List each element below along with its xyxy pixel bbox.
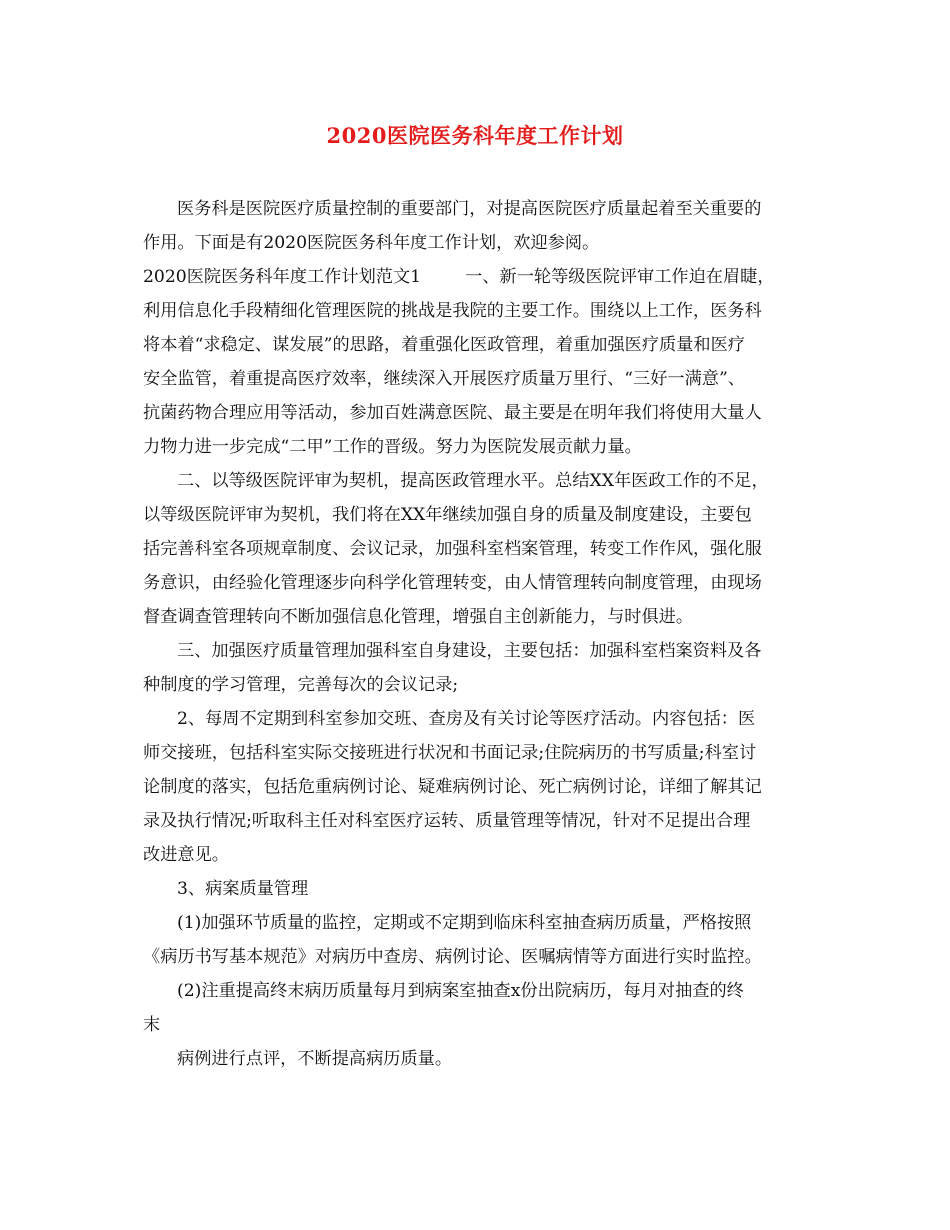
paragraph-line [143,362,815,396]
paragraph-line [143,804,815,838]
line-text: 末 [143,1015,161,1035]
paragraph-line [143,634,815,668]
line-text: 力物力进一步完成“二甲”工作的晋级。努力为医院发展贡献力量。 [143,437,642,457]
line-text: 务意识，由经验化管理逐步向科学化管理转变，由人情管理转向制度管理，由现场 [143,573,762,593]
line-text: 抗菌药物合理应用等活动，参加百姓满意医院、最主要是在明年我们将使用大量人 [143,403,762,423]
paragraph-line [143,906,815,940]
line-text: 师交接班，包括科室实际交接班进行状况和书面记录;住院病历的书写质量;科室讨 [143,743,757,763]
paragraph-line [143,566,815,600]
line-text: 种制度的学习管理，完善每次的会议记录; [143,675,459,695]
paragraph-line [143,1042,815,1076]
line-text: 录及执行情况;听取科主任对科室医疗运转、质量管理等情况，针对不足提出合理 [143,811,751,831]
line-text: 3、病案质量管理 [177,879,309,899]
page-title: 2020医院医务科年度工作计划 [326,123,624,148]
line-text: 作用。下面是有2020医院医务科年度工作计划，欢迎参阅。 [143,233,600,253]
paragraph-line [143,396,815,430]
paragraph-line [143,498,815,532]
paragraph-line [143,192,815,226]
paragraph-line [143,294,815,328]
line-text: 将本着“求稳定、谋发展”的思路，着重强化医政管理，着重加强医疗质量和医疗 [143,335,745,355]
line-text: 括完善科室各项规章制度、会议记录，加强科室档案管理，转变工作作风，强化服 [143,539,762,559]
line-text: 二、以等级医院评审为契机，提高医政管理水平。总结XX年医政工作的不足， [177,471,769,491]
line-text: (1)加强环节质量的监控，定期或不定期到临床科室抽查病历质量，严格按照 [177,913,752,933]
paragraph-line [143,226,815,260]
document-body [143,192,815,1076]
paragraph-line [143,464,815,498]
paragraph-line [143,430,815,464]
section-heading-text: 2020医院医务科年度工作计划范文1 [143,267,422,287]
paragraph-line [143,974,815,1008]
line-text: 论制度的落实，包括危重病例讨论、疑难病例讨论、死亡病例讨论，详细了解其记 [143,777,762,797]
line-text: (2)注重提高终末病历质量每月到病案室抽查x份出院病历，每月对抽查的终 [177,981,744,1001]
paragraph-line [143,260,815,294]
line-text: 一、新一轮等级医院评审工作迫在眉睫， [465,267,775,287]
line-text: 《病历书写基本规范》对病历中查房、病例讨论、医嘱病情等方面进行实时监控。 [143,947,762,967]
line-text: 利用信息化手段精细化管理医院的挑战是我院的主要工作。围绕以上工作，医务科 [143,301,762,321]
line-text: 医务科是医院医疗质量控制的重要部门，对提高医院医疗质量起着至关重要的 [177,199,762,219]
line-text: 2、每周不定期到科室参加交班、查房及有关讨论等医疗活动。内容包括：医 [177,709,756,729]
line-text: 安全监管，着重提高医疗效率，继续深入开展医疗质量万里行、“三好一满意”、 [143,369,745,389]
paragraph-line [143,532,815,566]
paragraph-line [143,940,815,974]
paragraph-line [143,702,815,736]
paragraph-line [143,668,815,702]
paragraph-line [143,838,815,872]
line-text: 改进意见。 [143,845,229,865]
paragraph-line [143,600,815,634]
line-text: 三、加强医疗质量管理加强科室自身建设，主要包括：加强科室档案资料及各 [177,641,762,661]
line-text: 病例进行点评，不断提高病历质量。 [177,1049,453,1069]
line-text: 以等级医院评审为契机，我们将在XX年继续加强自身的质量及制度建设，主要包 [143,505,752,525]
paragraph-line [143,872,815,906]
paragraph-line [143,328,815,362]
paragraph-line [143,1008,815,1042]
paragraph-line [143,736,815,770]
paragraph-line [143,770,815,804]
line-text: 督查调查管理转向不断加强信息化管理，增强自主创新能力，与时俱进。 [143,607,694,627]
